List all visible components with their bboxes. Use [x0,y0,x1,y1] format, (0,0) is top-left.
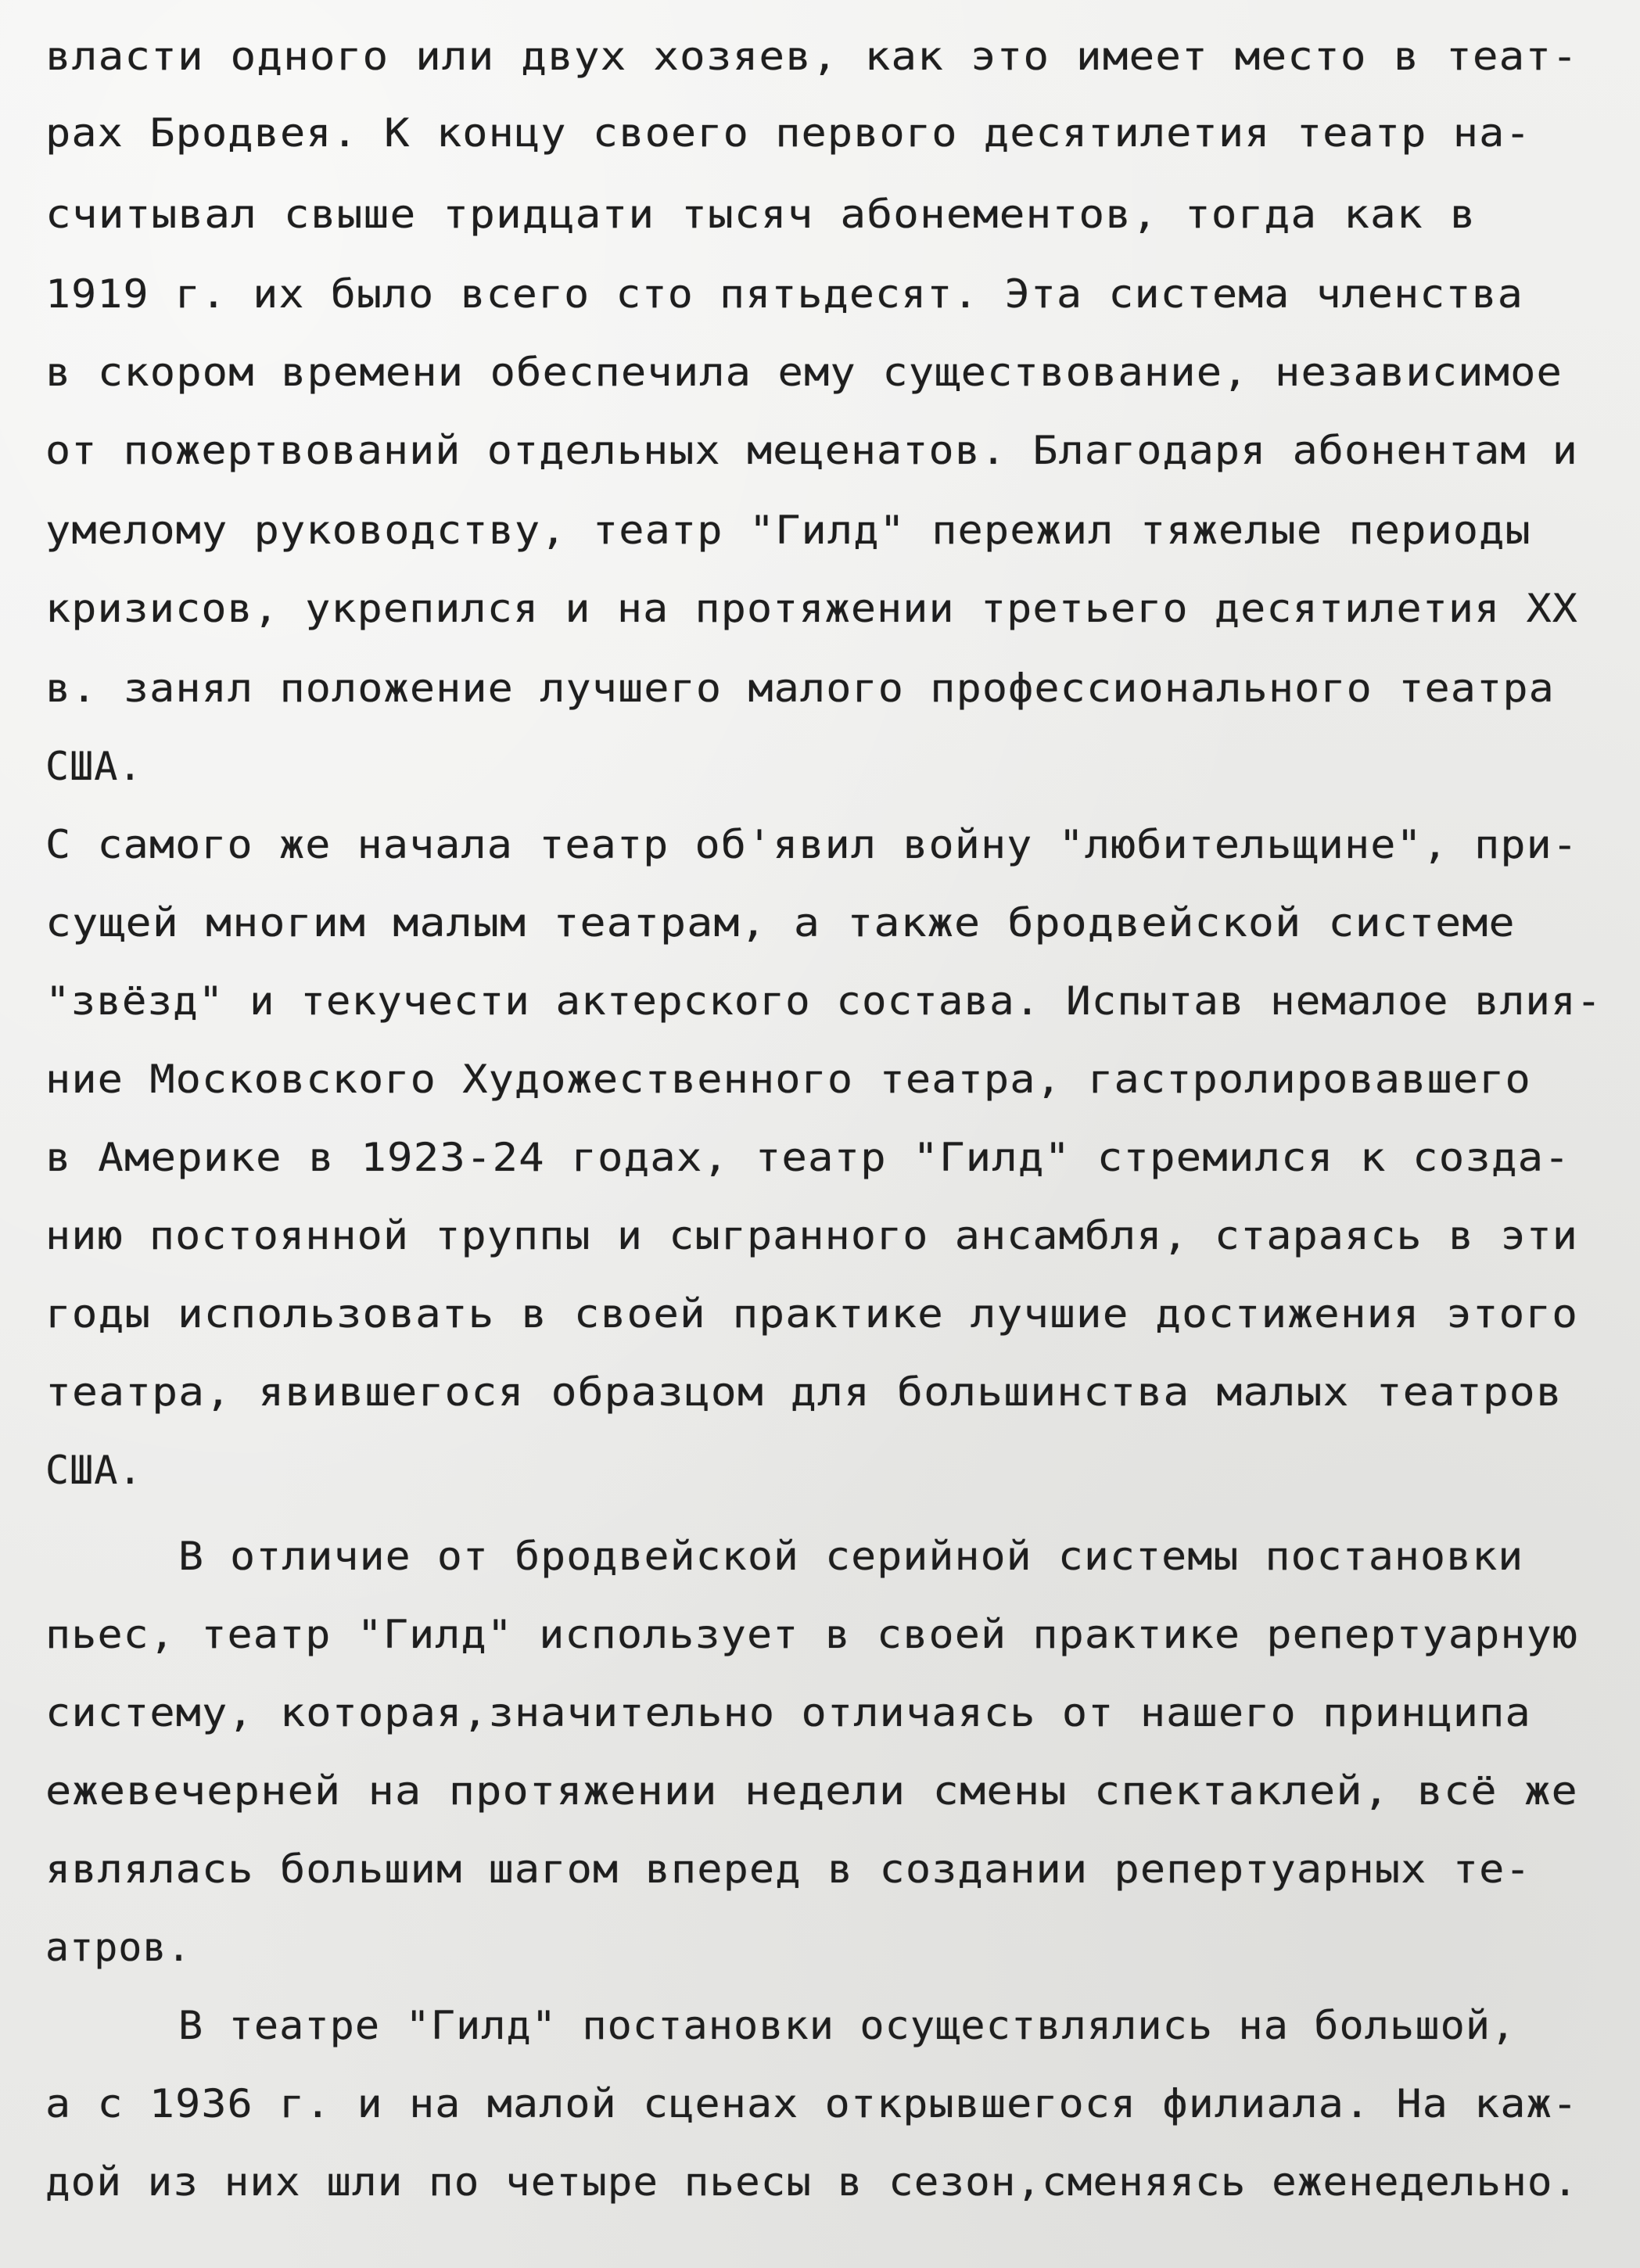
text-line: рах Бродвея. К концу своего первого десятилетия театр на- [45,110,1531,156]
text-line: нию постоянной труппы и сыгранного ансамбля, стараясь в эти [45,1213,1579,1258]
text-line: умелому руководству, театр "Гилд" пережил тяжелые периоды [45,508,1531,553]
text-line: систему, которая,значительно отличаясь от нашего принципа [45,1690,1531,1735]
text-line: С самого же начала театр об'явил войну "любительщине", при- [45,822,1579,867]
text-line: кризисов, укрепился и на протяжении третьего десятилетия XX [45,586,1579,631]
text-line: дой из них шли по четыре пьесы в сезон,сменяясь еженедельно. [45,2159,1579,2205]
text-line: в скором времени обеспечила ему существование, независимое [45,350,1563,395]
text-line: "звёзд" и текучести актерского состава. Испытав немалое влия- [45,978,1602,1024]
text-line: атров. [45,1925,192,1970]
text-line: годы использовать в своей практике лучшие достижения этого [45,1291,1578,1337]
text-line: В отличие от бродвейской серийной системы постановки [178,1534,1524,1579]
text-line: в Америке в 1923-24 годах, театр "Гилд" стремился к созда- [45,1135,1570,1180]
text-line: власти одного или двух хозяев, как это имеет место в теат- [45,34,1578,79]
text-line: В театре "Гилд" постановки осуществлялись на большой, [178,2003,1516,2048]
text-line: ежевечерней на протяжении недели смены спектаклей, всё же [45,1768,1578,1814]
text-line: являлась большим шагом вперед в создании репертуарных те- [45,1846,1531,1892]
text-line: пьес, театр "Гилд" использует в своей практике репертуарную [45,1612,1579,1657]
text-line: театра, явившегося образцом для большинства малых театров [45,1369,1563,1415]
text-line: США. [45,744,143,789]
text-line: считывал свыше тридцати тысяч абонементов, тогда как в [45,192,1477,237]
text-line: а с 1936 г. и на малой сценах открывшегося филиала. На каж- [45,2081,1579,2126]
text-line: ние Московского Художественного театра, гастролировавшего [45,1057,1531,1102]
text-line: сущей многим малым театрам, а также бродвейской системе [45,900,1516,946]
text-line: в. занял положение лучшего малого профессионального театра [45,666,1555,711]
text-line: США. [45,1448,143,1493]
text-line: от пожертвований отдельных меценатов. Благодаря абонентам и [45,428,1579,473]
text-line: 1919 г. их было всего сто пятьдесят. Эта система членства [45,271,1523,317]
